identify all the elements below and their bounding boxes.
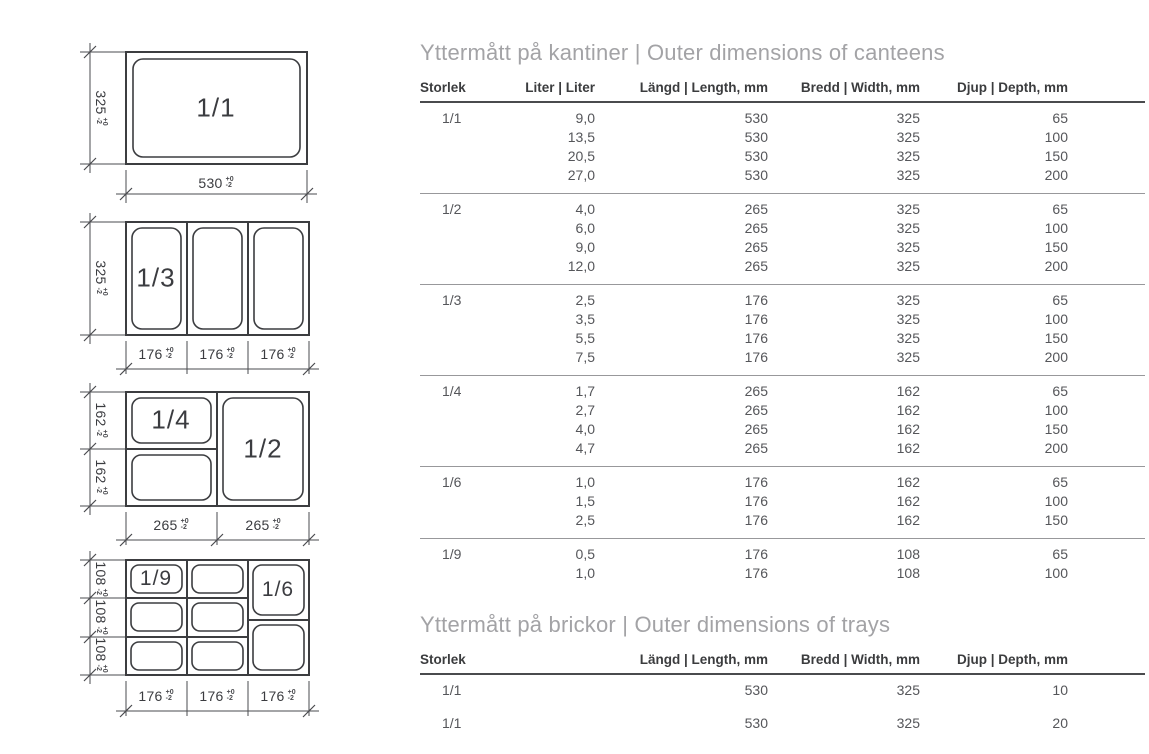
table-header-row	[420, 652, 1145, 675]
value-cell: 200	[1044, 167, 1068, 183]
value-cell: 176	[744, 474, 768, 490]
size-cell: 1/1	[442, 682, 462, 698]
header-storlek: Storlek	[420, 652, 466, 667]
dim-width	[199, 688, 234, 704]
dimension-lines	[90, 383, 319, 540]
value-cell: 2,7	[575, 402, 595, 418]
table-row	[420, 109, 1145, 128]
value-cell: 65	[1052, 383, 1068, 399]
pan-size-label: 1/6	[261, 578, 295, 601]
dim-tolerance: +0 -2	[287, 346, 296, 360]
value-cell: 265	[744, 201, 768, 217]
size-cell	[420, 564, 520, 583]
dim-tolerance: +0 -2	[95, 588, 109, 597]
value-cell: 325	[896, 239, 920, 255]
header-liter: Liter | Liter	[525, 80, 595, 95]
value-cell: 100	[1044, 220, 1068, 236]
value-cell: 2,5	[575, 292, 595, 308]
dim-height	[93, 260, 109, 295]
filler-cell	[1068, 238, 1145, 257]
value-cell: 162	[896, 493, 920, 509]
filler-cell	[1068, 401, 1145, 420]
table-row	[420, 492, 1145, 511]
value-cell: 4,7	[575, 440, 595, 456]
value-cell: 6,0	[575, 220, 595, 236]
dim-value: 176	[199, 346, 224, 362]
size-cell: 1/2	[442, 201, 462, 217]
table-row	[420, 439, 1145, 458]
size-cell	[420, 166, 520, 185]
value-cell: 10	[1052, 682, 1068, 698]
table-body	[420, 675, 1145, 741]
diagram-pan-1-4-1-2	[70, 373, 330, 563]
dim-tolerance: +0 -2	[95, 429, 109, 438]
dim-height	[93, 402, 109, 437]
dim-tolerance: +0 -2	[225, 175, 234, 189]
dim-height	[93, 90, 109, 125]
dim-value: 176	[260, 688, 285, 704]
dim-value: 108	[93, 599, 109, 624]
canteens-table	[420, 80, 1145, 591]
value-cell: 176	[744, 565, 768, 581]
table-row	[420, 291, 1145, 310]
dim-width	[138, 688, 173, 704]
dim-width	[138, 346, 173, 362]
filler-cell	[1068, 439, 1145, 458]
value-cell: 530	[744, 148, 768, 164]
table-row	[420, 545, 1145, 564]
value-cell: 100	[1044, 493, 1068, 509]
value-cell: 100	[1044, 402, 1068, 418]
value-cell: 150	[1044, 148, 1068, 164]
pan-compartment	[254, 228, 303, 329]
filler-cell	[1068, 714, 1145, 733]
value-cell: 325	[896, 148, 920, 164]
size-cell: 1/3	[442, 292, 462, 308]
value-cell: 530	[744, 682, 768, 698]
filler-cell	[1068, 166, 1145, 185]
table-group	[420, 194, 1145, 285]
dim-tolerance: +0 -2	[95, 486, 109, 495]
table-row	[420, 257, 1145, 276]
pan-1-9-1-6-drawing	[70, 543, 330, 743]
value-cell: 265	[744, 258, 768, 274]
value-cell: 325	[896, 682, 920, 698]
size-cell	[420, 310, 520, 329]
pan-compartment	[131, 603, 182, 631]
value-cell: 162	[896, 440, 920, 456]
dim-value: 176	[138, 346, 163, 362]
size-cell: 1/9	[442, 546, 462, 562]
value-cell: 176	[744, 311, 768, 327]
value-cell: 325	[896, 330, 920, 346]
table-row	[420, 348, 1145, 367]
value-cell: 4,0	[575, 421, 595, 437]
value-cell: 0,5	[575, 546, 595, 562]
value-cell: 3,5	[575, 311, 595, 327]
header-bredd: Bredd | Width, mm	[800, 652, 920, 667]
size-cell: 1/4	[442, 383, 462, 399]
value-cell: 20,5	[567, 148, 595, 164]
filler-cell	[1068, 128, 1145, 147]
filler-cell	[1068, 329, 1145, 348]
value-cell: 1,0	[575, 565, 595, 581]
size-cell	[420, 420, 520, 439]
pan-compartment	[192, 565, 243, 593]
dim-value: 108	[93, 637, 109, 662]
dim-width	[199, 346, 234, 362]
dim-tolerance: +0 -2	[95, 287, 109, 296]
dim-tolerance: +0 -2	[165, 346, 174, 360]
trays-table	[420, 652, 1145, 741]
size-cell	[420, 329, 520, 348]
diagram-pan-1-3	[70, 203, 330, 393]
value-cell: 176	[744, 330, 768, 346]
dim-height	[93, 599, 109, 634]
filler-cell	[1068, 420, 1145, 439]
size-cell	[420, 257, 520, 276]
dim-value: 176	[199, 688, 224, 704]
filler-cell	[1068, 310, 1145, 329]
value-cell: 265	[744, 402, 768, 418]
value-cell: 13,5	[567, 129, 595, 145]
compartment-dividers	[187, 222, 248, 335]
value-cell: 108	[896, 565, 920, 581]
header-filler	[1068, 80, 1145, 95]
value-cell: 265	[744, 383, 768, 399]
table-row	[420, 200, 1145, 219]
value-cell: 100	[1044, 129, 1068, 145]
value-cell: 530	[744, 129, 768, 145]
dim-value: 325	[93, 90, 109, 115]
dim-tolerance: +0 -2	[287, 688, 296, 702]
table-row	[420, 714, 1145, 733]
pan-size-label: 1/1	[196, 92, 236, 123]
table-group	[420, 376, 1145, 467]
value-cell: 162	[896, 402, 920, 418]
table-row	[420, 420, 1145, 439]
table-row	[420, 238, 1145, 257]
value-cell: 325	[896, 311, 920, 327]
size-cell	[420, 219, 520, 238]
dim-tolerance: +0 -2	[95, 117, 109, 126]
value-cell: 20	[1052, 715, 1068, 731]
table-header-row	[420, 80, 1145, 103]
value-cell: 9,0	[575, 110, 595, 126]
value-cell: 5,5	[575, 330, 595, 346]
value-cell: 325	[896, 349, 920, 365]
value-cell: 162	[896, 474, 920, 490]
pan-size-label: 1/9	[139, 567, 173, 590]
dim-height	[93, 561, 109, 596]
table-row	[420, 310, 1145, 329]
dim-height	[93, 637, 109, 672]
value-cell: 265	[744, 440, 768, 456]
size-cell	[420, 128, 520, 147]
value-cell: 7,5	[575, 349, 595, 365]
filler-cell	[1068, 511, 1145, 530]
size-cell: 1/1	[442, 715, 462, 731]
value-cell: 65	[1052, 546, 1068, 562]
dim-value: 325	[93, 260, 109, 285]
size-cell	[420, 401, 520, 420]
value-cell: 176	[744, 493, 768, 509]
value-cell: 150	[1044, 330, 1068, 346]
pan-compartment	[192, 603, 243, 631]
value-cell: 200	[1044, 440, 1068, 456]
header-storlek: Storlek	[420, 80, 466, 95]
value-cell: 530	[744, 167, 768, 183]
filler-cell	[1068, 473, 1145, 492]
size-cell	[420, 439, 520, 458]
header-djup: Djup | Depth, mm	[956, 80, 1068, 95]
dim-tolerance: +0 -2	[165, 688, 174, 702]
pan-1-1-drawing	[70, 35, 330, 220]
size-cell	[420, 147, 520, 166]
value-cell: 530	[744, 715, 768, 731]
value-cell: 2,5	[575, 512, 595, 528]
table-row	[420, 128, 1145, 147]
pan-compartment	[132, 455, 211, 500]
value-cell: 65	[1052, 474, 1068, 490]
value-cell: 1,5	[575, 493, 595, 509]
table-row	[420, 219, 1145, 238]
dim-value: 176	[260, 346, 285, 362]
value-cell: 265	[744, 421, 768, 437]
header-djup: Djup | Depth, mm	[956, 652, 1068, 667]
value-cell: 200	[1044, 258, 1068, 274]
value-cell: 4,0	[575, 201, 595, 217]
table-group	[420, 285, 1145, 376]
dim-width	[245, 517, 280, 533]
value-cell: 325	[896, 258, 920, 274]
table-row	[420, 166, 1145, 185]
value-cell: 100	[1044, 311, 1068, 327]
value-cell: 176	[744, 546, 768, 562]
value-cell: 325	[896, 167, 920, 183]
value-cell: 265	[744, 239, 768, 255]
table-row	[420, 401, 1145, 420]
pan-compartment	[253, 625, 304, 670]
size-cell: 1/1	[442, 110, 462, 126]
value-cell: 530	[744, 110, 768, 126]
table-group	[420, 103, 1145, 194]
pan-size-label: 1/2	[243, 433, 283, 464]
dim-width	[260, 346, 295, 362]
dim-width	[153, 517, 188, 533]
table-row	[420, 564, 1145, 583]
pan-size-label: 1/3	[136, 262, 176, 293]
value-cell: 200	[1044, 349, 1068, 365]
size-cell	[420, 492, 520, 511]
table-row	[420, 681, 1145, 700]
pan-compartment	[192, 642, 243, 670]
filler-cell	[1068, 219, 1145, 238]
trays-title: Yttermått på brickor | Outer dimensions of trays	[420, 612, 891, 637]
value-cell: 150	[1044, 239, 1068, 255]
table-body	[420, 103, 1145, 591]
header-langd: Längd | Length, mm	[639, 652, 768, 667]
value-cell: 12,0	[567, 258, 595, 274]
pan-1-3-drawing	[70, 203, 330, 393]
dim-tolerance: +0 -2	[226, 346, 235, 360]
table-group	[420, 675, 1145, 708]
pan-compartment	[193, 228, 242, 329]
size-cell	[420, 511, 520, 530]
dim-width	[260, 688, 295, 704]
dim-value: 176	[138, 688, 163, 704]
dim-tolerance: +0 -2	[95, 664, 109, 673]
dim-value: 530	[198, 175, 223, 191]
value-cell: 27,0	[567, 167, 595, 183]
dim-tolerance: +0 -2	[226, 688, 235, 702]
value-cell: 325	[896, 220, 920, 236]
value-cell: 176	[744, 512, 768, 528]
dim-value: 162	[93, 459, 109, 484]
size-cell	[420, 238, 520, 257]
filler-cell	[1068, 492, 1145, 511]
value-cell: 9,0	[575, 239, 595, 255]
pan-1-4-1-2-drawing	[70, 373, 330, 563]
value-cell: 162	[896, 512, 920, 528]
canteens-title: Yttermått på kantiner | Outer dimensions of canteens	[420, 40, 945, 65]
value-cell: 325	[896, 292, 920, 308]
value-cell: 1,0	[575, 474, 595, 490]
filler-cell	[1068, 147, 1145, 166]
value-cell: 162	[896, 421, 920, 437]
value-cell: 108	[896, 546, 920, 562]
pan-size-label: 1/4	[151, 404, 191, 435]
table-row	[420, 329, 1145, 348]
filler-cell	[1068, 291, 1145, 310]
dim-height	[93, 459, 109, 494]
value-cell: 100	[1044, 565, 1068, 581]
filler-cell	[1068, 257, 1145, 276]
diagram-pan-1-9-1-6	[70, 543, 330, 743]
table-row	[420, 147, 1145, 166]
value-cell: 1,7	[575, 383, 595, 399]
header-langd: Längd | Length, mm	[639, 80, 768, 95]
dim-tolerance: +0 -2	[95, 626, 109, 635]
dim-value: 265	[153, 517, 178, 533]
table-row	[420, 511, 1145, 530]
value-cell: 325	[896, 201, 920, 217]
table-row	[420, 382, 1145, 401]
value-cell: 325	[896, 129, 920, 145]
value-cell: 176	[744, 292, 768, 308]
dim-value: 265	[245, 517, 270, 533]
value-cell: 176	[744, 349, 768, 365]
value-cell: 65	[1052, 110, 1068, 126]
dim-tolerance: +0 -2	[180, 517, 189, 531]
header-filler	[1068, 652, 1145, 667]
dim-width	[198, 175, 233, 191]
value-cell: 65	[1052, 292, 1068, 308]
filler-cell	[1068, 200, 1145, 219]
filler-cell	[1068, 109, 1145, 128]
filler-cell	[1068, 545, 1145, 564]
value-cell: 150	[1044, 512, 1068, 528]
value-cell: 162	[896, 383, 920, 399]
dim-value: 162	[93, 402, 109, 427]
value-cell: 265	[744, 220, 768, 236]
filler-cell	[1068, 382, 1145, 401]
table-group	[420, 539, 1145, 591]
filler-cell	[1068, 564, 1145, 583]
pan-compartment	[131, 642, 182, 670]
value-cell: 150	[1044, 421, 1068, 437]
filler-cell	[1068, 348, 1145, 367]
extension-lines	[80, 52, 307, 203]
value-cell: 325	[896, 110, 920, 126]
filler-cell	[1068, 681, 1145, 700]
value-cell: 65	[1052, 201, 1068, 217]
table-group	[420, 467, 1145, 539]
dim-tolerance: +0 -2	[272, 517, 281, 531]
table-row	[420, 473, 1145, 492]
header-bredd: Bredd | Width, mm	[800, 80, 920, 95]
table-group	[420, 708, 1145, 741]
size-cell	[420, 348, 520, 367]
value-cell: 325	[896, 715, 920, 731]
size-cell: 1/6	[442, 474, 462, 490]
diagram-pan-1-1	[70, 35, 330, 220]
dim-value: 108	[93, 561, 109, 586]
